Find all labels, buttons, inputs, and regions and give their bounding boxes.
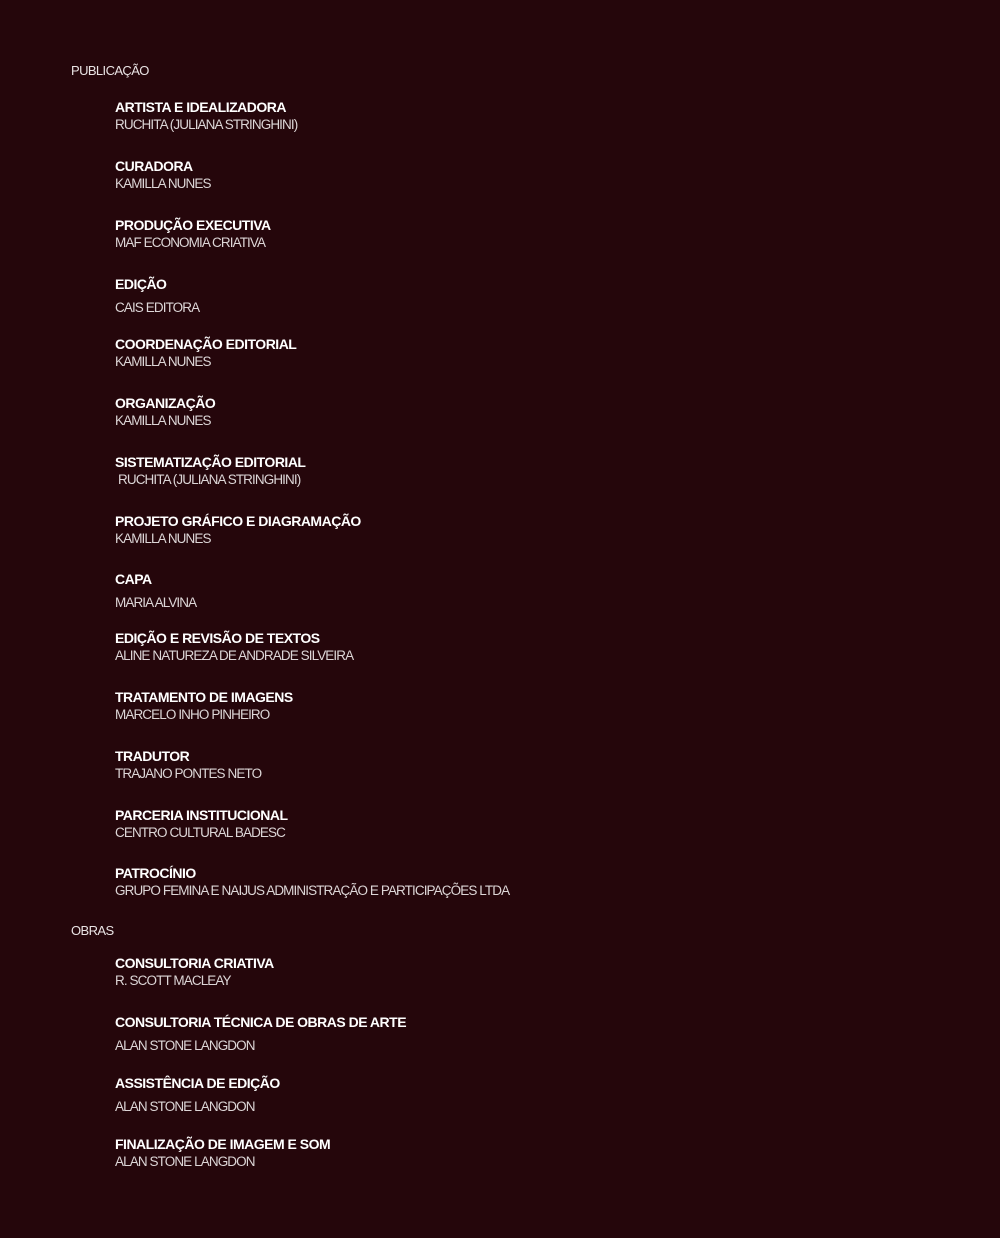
credit-entry-edicao <box>115 276 199 316</box>
credit-entry-consultoria-criativa <box>115 955 274 989</box>
credit-entry-projeto-grafico <box>115 513 361 547</box>
credit-name: RUCHITA (JULIANA STRINGHINI) <box>115 117 298 132</box>
credit-name: CAIS EDITORA <box>115 300 200 315</box>
credit-role: PATROCÍNIO <box>115 865 196 881</box>
credit-entry-parceria-institucional <box>115 807 288 841</box>
credit-role: SISTEMATIZAÇÃO EDITORIAL <box>115 454 306 470</box>
section-heading-publicacao: PUBLICAÇÃO <box>71 63 149 78</box>
credit-role: EDIÇÃO <box>115 276 167 292</box>
credit-entry-edicao-revisao <box>115 630 353 664</box>
credit-entry-artista <box>115 99 297 133</box>
credit-role: ORGANIZAÇÃO <box>115 395 216 411</box>
credit-name: KAMILLA NUNES <box>115 413 211 428</box>
credit-name: KAMILLA NUNES <box>115 176 211 191</box>
credit-entry-organizacao <box>115 395 215 429</box>
credit-entry-assistencia-edicao <box>115 1075 280 1115</box>
credit-name: KAMILLA NUNES <box>115 531 211 546</box>
credit-entry-tradutor <box>115 748 261 782</box>
credit-name: KAMILLA NUNES <box>115 354 211 369</box>
credit-entry-finalizacao <box>115 1136 330 1170</box>
credit-role: COORDENAÇÃO EDITORIAL <box>115 336 297 352</box>
credit-entry-sistematizacao-editorial <box>115 454 305 488</box>
credit-role: TRATAMENTO DE IMAGENS <box>115 689 293 705</box>
credit-role: ASSISTÊNCIA DE EDIÇÃO <box>115 1075 280 1091</box>
credit-entry-curadora <box>115 158 211 192</box>
credit-role: CONSULTORIA CRIATIVA <box>115 955 274 971</box>
credit-role: CAPA <box>115 571 152 587</box>
credit-name: ALAN STONE LANGDON <box>115 1099 255 1114</box>
credit-role: ARTISTA E IDEALIZADORA <box>115 99 286 115</box>
credit-role: PROJETO GRÁFICO E DIAGRAMAÇÃO <box>115 513 361 529</box>
credit-name: ALAN STONE LANGDON <box>115 1038 255 1053</box>
credit-role: TRADUTOR <box>115 748 190 764</box>
credit-name: TRAJANO PONTES NETO <box>115 766 262 781</box>
credit-entry-coordenacao-editorial <box>115 336 296 370</box>
credit-entry-patrocinio <box>115 865 509 899</box>
credit-role: EDIÇÃO E REVISÃO DE TEXTOS <box>115 630 320 646</box>
credit-entry-consultoria-tecnica <box>115 1014 406 1054</box>
credit-role: CURADORA <box>115 158 193 174</box>
credit-role: PRODUÇÃO EXECUTIVA <box>115 217 271 233</box>
credit-entry-tratamento-imagens <box>115 689 293 723</box>
credit-name: RUCHITA (JULIANA STRINGHINI) <box>118 472 301 487</box>
credit-entry-producao-executiva <box>115 217 271 251</box>
credit-name: MARCELO INHO PINHEIRO <box>115 707 270 722</box>
section-heading-obras: OBRAS <box>71 923 114 938</box>
credit-role: PARCERIA INSTITUCIONAL <box>115 807 288 823</box>
credit-name: ALINE NATUREZA DE ANDRADE SILVEIRA <box>115 648 354 663</box>
credit-name: MAF ECONOMIA CRIATIVA <box>115 235 266 250</box>
credit-name: CENTRO CULTURAL BADESC <box>115 825 285 840</box>
credit-role: CONSULTORIA TÉCNICA DE OBRAS DE ARTE <box>115 1014 407 1030</box>
credit-role: FINALIZAÇÃO DE IMAGEM E SOM <box>115 1136 331 1152</box>
credit-name: GRUPO FEMINA E NAIJUS ADMINISTRAÇÃO E PARTICIPAÇÕES LTDA <box>115 883 510 898</box>
credit-name: MARIA ALVINA <box>115 595 197 610</box>
credit-name: ALAN STONE LANGDON <box>115 1154 255 1169</box>
credit-name: R. SCOTT MACLEAY <box>115 973 231 988</box>
credit-entry-capa <box>115 571 196 611</box>
